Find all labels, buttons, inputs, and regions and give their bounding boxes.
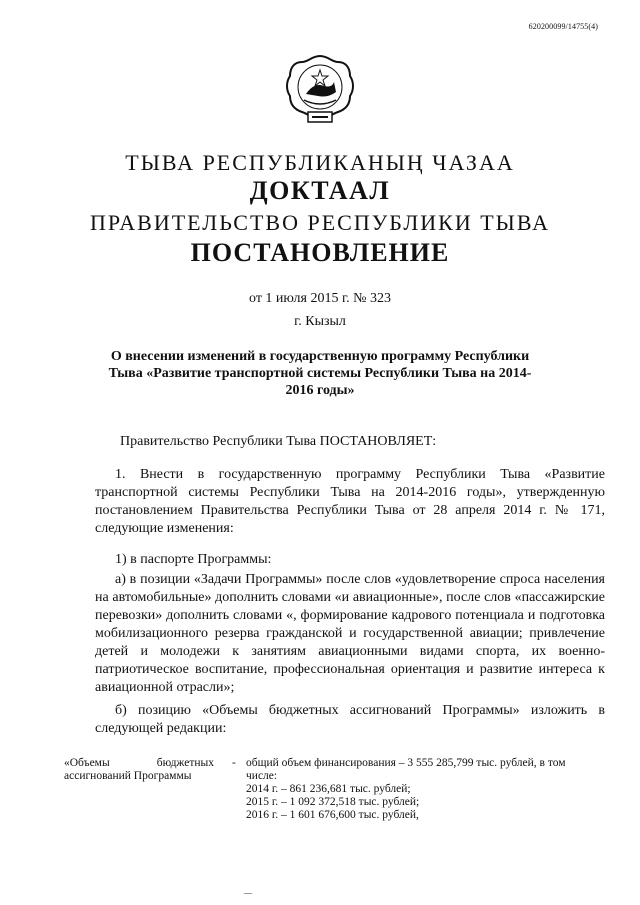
table-dash: -	[232, 757, 236, 769]
table-right-line: 2015 г. – 1 092 372,518 тыс. рублей;	[246, 796, 420, 808]
paragraph-4: б) позицию «Объемы бюджетных ассигнований Программы» изложить в следующей редакции:	[95, 703, 605, 736]
paragraph-3: а) в позиции «Задачи Программы» после слов «удовлетворение спроса населения на автомобильные» дополнить словами «и авиационные», после слов «пассажирские перевозки» дополнить словами «, формирование кадрового потенциала и подготовка мобилизационного резерва гражданской и государственной авиации; привлечение детей и молодежи к занятиям авиационными видами спорта, их военно-патриотическое воспитание, профессиональная ориентация и развитие интереса к авиационной отрасли»;	[95, 572, 605, 695]
table-right-line: числе:	[246, 770, 278, 782]
table-right-line: 2014 г. – 861 236,681 тыс. рублей;	[246, 783, 411, 795]
table-right-line: общий объем финансирования – 3 555 285,799 тыс. рублей, в том	[246, 757, 566, 769]
coat-of-arms-tuva-icon	[284, 52, 356, 136]
paragraph-1: 1. Внести в государственную программу Республики Тыва «Развитие транспортной системы Республики Тыва на 2014-2016 годы», утвержденную постановлением Правительства Республики Тыва от 28 апреля 2014 г. № 171, следующие изменения:	[95, 467, 605, 536]
header-government: ПРАВИТЕЛЬСТВО РЕСПУБЛИКИ ТЫВА	[89, 210, 551, 235]
document-city: г. Кызыл	[294, 314, 346, 329]
header-tyva-republic: ТЫВА РЕСПУБЛИКАНЫҢ ЧАЗАА	[125, 150, 515, 175]
intro-paragraph: Правительство Республики Тыва ПОСТАНОВЛЯЕТ:	[120, 434, 437, 449]
table-left-cell: «Объемы бюджетных ассигнований Программы	[64, 757, 214, 782]
document-code: 620200099/14755(4)	[528, 22, 598, 31]
document-title: О внесении изменений в государственную программу Республики Тыва «Развитие транспортной системы Республики Тыва на 2014-2016 годы»	[108, 349, 532, 398]
table-right-cell	[246, 757, 611, 822]
header-postanovlenie: ПОСТАНОВЛЕНИЕ	[190, 238, 450, 267]
paragraph-2: 1) в паспорте Программы:	[115, 552, 272, 567]
header-doktaal: ДОКТААЛ	[249, 176, 391, 205]
footer-mark: —	[244, 888, 252, 897]
table-right-line: 2016 г. – 1 601 676,600 тыс. рублей,	[246, 809, 419, 821]
document-date: от 1 июля 2015 г. № 323	[249, 291, 391, 306]
